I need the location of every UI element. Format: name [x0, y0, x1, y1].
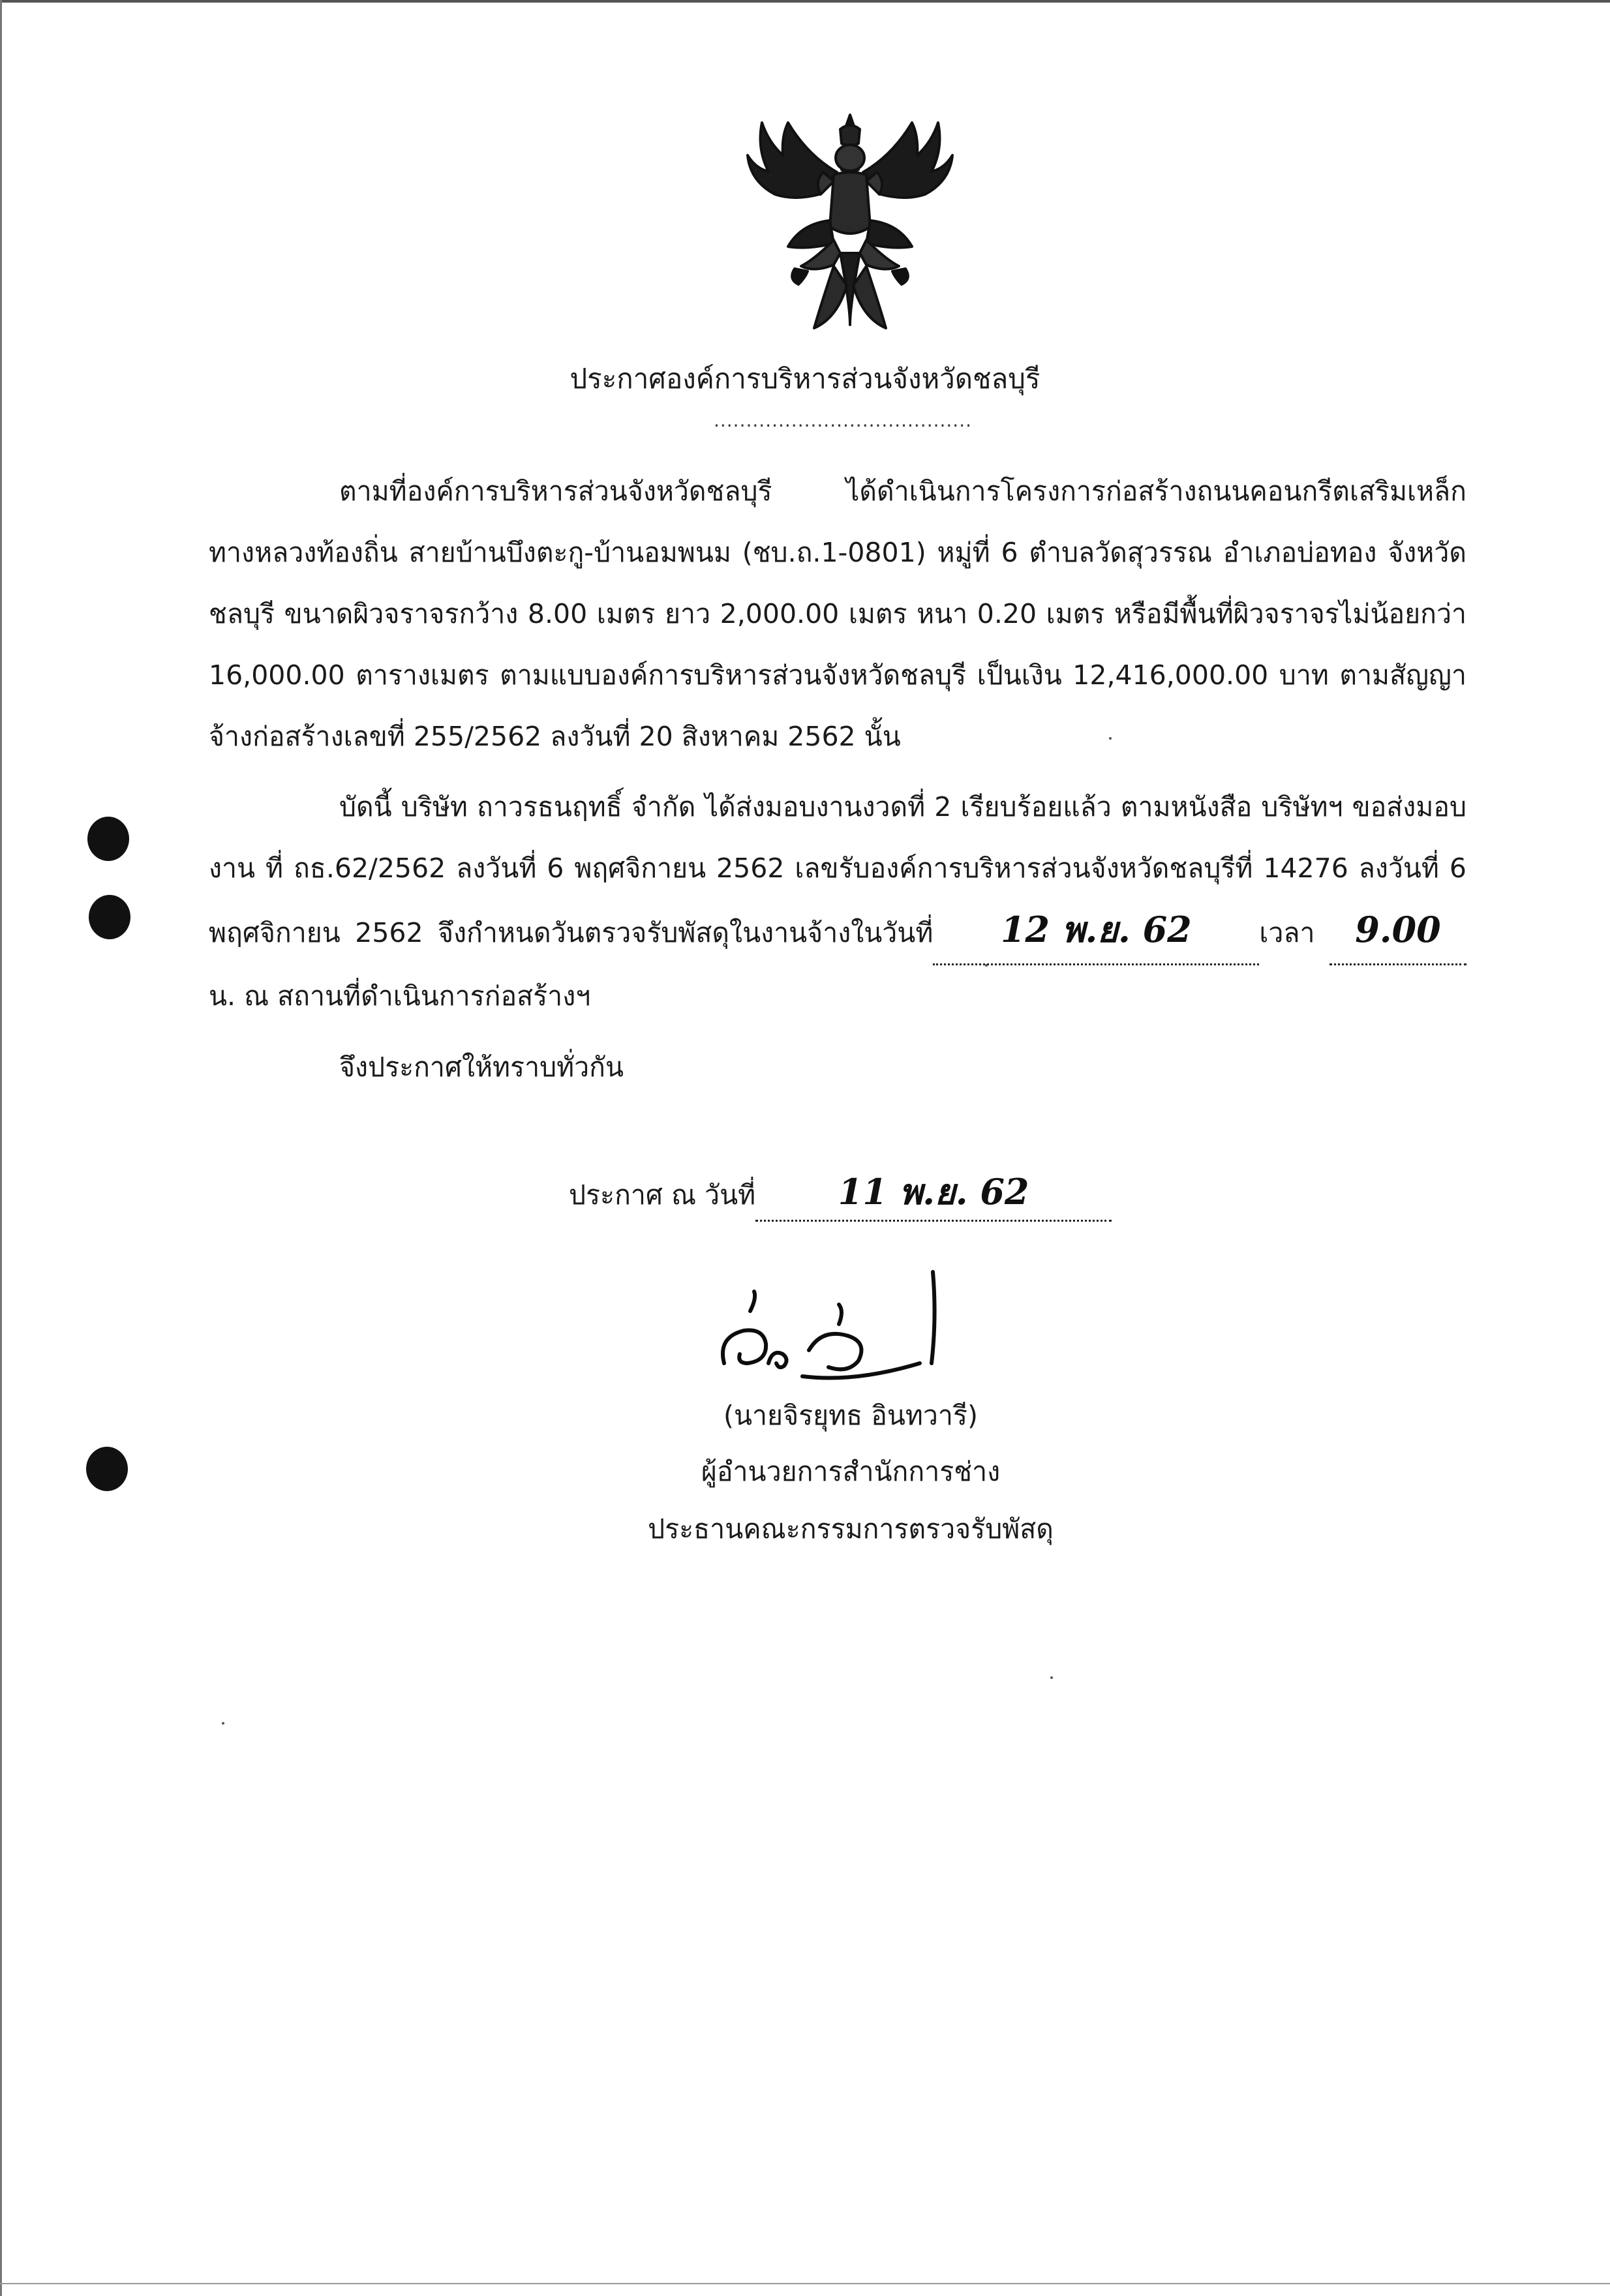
announce-date-handwritten: 11 พ.ย. 62 [838, 1171, 1029, 1213]
announce-date-line [569, 1164, 1112, 1222]
scan-speck [985, 964, 988, 967]
scan-speck [1109, 737, 1112, 740]
paragraph-inspection [209, 776, 1466, 1027]
inspection-date-field [933, 899, 1259, 965]
scan-edge [0, 2283, 1610, 2284]
inspection-time-handwritten: 9.00 [1355, 909, 1441, 950]
garuda-emblem-icon [742, 110, 958, 339]
scan-edge [0, 0, 1610, 3]
announce-label: ประกาศ ณ วันที่ [569, 1179, 756, 1211]
announce-date-field [755, 1164, 1112, 1222]
title-separator: ........................................ [713, 410, 972, 431]
closing-statement: จึงประกาศให้ทราบทั่วกัน [339, 1051, 624, 1083]
scan-speck [1050, 1676, 1053, 1679]
punch-hole [87, 817, 129, 861]
signatory-role: ประธานคณะกรรมการตรวจรับพัสดุ [648, 1513, 1054, 1545]
punch-hole [89, 895, 130, 939]
paragraph-text: ตามที่องค์การบริหารส่วนจังหวัดชลบุรี ได้ดำเนินการโครงการก่อสร้างถนนคอนกรีตเสริมเหล็ก ทางหลวงท้องถิ่น สายบ้านบึงตะกู-บ้านอมพนม (ชบ.ถ.1-0801) หมู่ที่ 6 ตำบลวัดสุวรรณ อำเภอบ่อทอง จังหวัดชลบุรี ขนาดผิวจราจรกว้าง 8.00 เมตร ยาว 2,000.00 เมตร หนา 0.20 เมตร หรือมีพื้นที่ผิวจราจรไม่น้อยกว่า 16,000.00 ตารางเมตร ตามแบบองค์การบริหารส่วนจังหวัดชลบุรี เป็นเงิน 12,416,000.00 บาท ตามสัญญาจ้างก่อสร้างเลขที่ 255/2562 ลงวันที่ 20 สิงหาคม 2562 นั้น [209, 476, 1466, 752]
paragraph-text: น. ณ สถานที่ดำเนินการก่อสร้างฯ [209, 980, 591, 1012]
time-label: เวลา [1259, 917, 1315, 948]
inspection-time-field [1329, 899, 1466, 965]
document-title: ประกาศองค์การบริหารส่วนจังหวัดชลบุรี [570, 363, 1040, 395]
signatory-position: ผู้อำนวยการสำนักการช่าง [701, 1456, 1001, 1487]
handwritten-signature [711, 1265, 985, 1396]
scan-edge [0, 0, 2, 2296]
inspection-date-handwritten: 12 พ.ย. 62 [1000, 909, 1192, 950]
paragraph-text: บัดนี้ บริษัท ถาวรธนฤทธิ์ จำกัด ได้ส่งมอบงานงวดที่ 2 เรียบร้อยแล้ว ตามหนังสือ บริษัทฯ ขอส่งมอบงาน ที่ ถธ.62/2562 ลงวันที่ 6 พฤศจิกายน 2562 เลขรับองค์การบริหารส่วนจังหวัดชลบุรีที่ 14276 ลงวันที่ 6 พฤศจิกายน 2562 จึงกำหนดวันตรวจรับพัสดุในงานจ้างในวันที่ [209, 791, 1466, 948]
scan-speck [222, 1722, 224, 1725]
signatory-name: (นายจิรยุทธ อินทวารี) [723, 1400, 978, 1431]
paragraph-project-details [209, 461, 1466, 767]
